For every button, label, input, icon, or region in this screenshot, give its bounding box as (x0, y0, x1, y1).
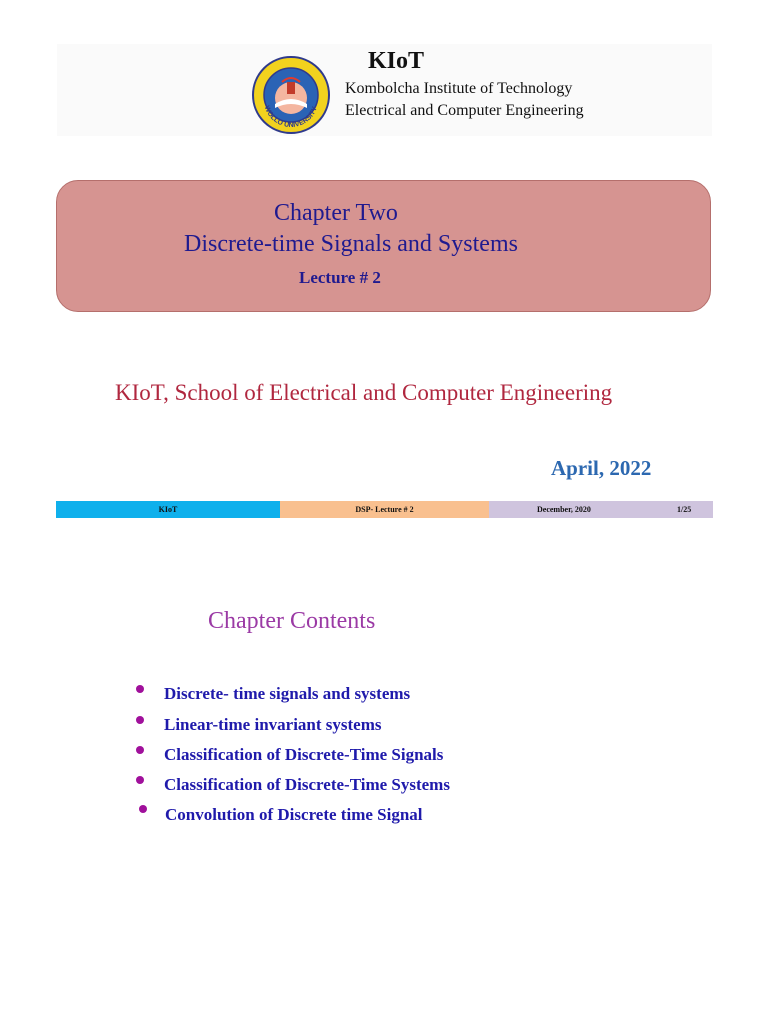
footer-center-label: DSP- Lecture # 2 (355, 505, 414, 514)
bullet-icon (136, 746, 144, 754)
university-seal-logo (252, 56, 330, 134)
bullet-icon (136, 716, 144, 724)
chapter-title: Chapter Two (274, 200, 398, 226)
slide-footer-strip (56, 501, 713, 518)
bullet-icon (136, 776, 144, 784)
institute-abbr: KIoT (368, 48, 425, 74)
school-name: KIoT, School of Electrical and Computer Engineering (115, 380, 613, 405)
chapter-subtitle: Discrete-time Signals and Systems (184, 231, 518, 257)
footer-left-label: KIoT (158, 505, 178, 514)
footer-center (280, 501, 489, 518)
footer-right (489, 501, 713, 518)
list-item: Convolution of Discrete time Signal (165, 805, 423, 824)
list-item: Discrete- time signals and systems (164, 684, 411, 703)
bullet-icon (136, 685, 144, 693)
lecture-number: Lecture # 2 (299, 268, 381, 287)
bullet-icon (139, 805, 147, 813)
contents-title: Chapter Contents (208, 608, 376, 634)
institute-name: Kombolcha Institute of Technology (345, 80, 573, 97)
presentation-date: April, 2022 (551, 456, 652, 480)
footer-date: December, 2020 (537, 505, 591, 514)
footer-left (56, 501, 280, 518)
footer-page-number: 1/25 (677, 505, 692, 514)
list-item: Classification of Discrete-Time Signals (164, 745, 444, 764)
list-item: Linear-time invariant systems (164, 715, 382, 734)
svg-text:WOLLO UNIVERSITY: WOLLO UNIVERSITY (262, 104, 319, 130)
list-item: Classification of Discrete-Time Systems (164, 775, 450, 794)
department-name: Electrical and Computer Engineering (345, 102, 584, 119)
